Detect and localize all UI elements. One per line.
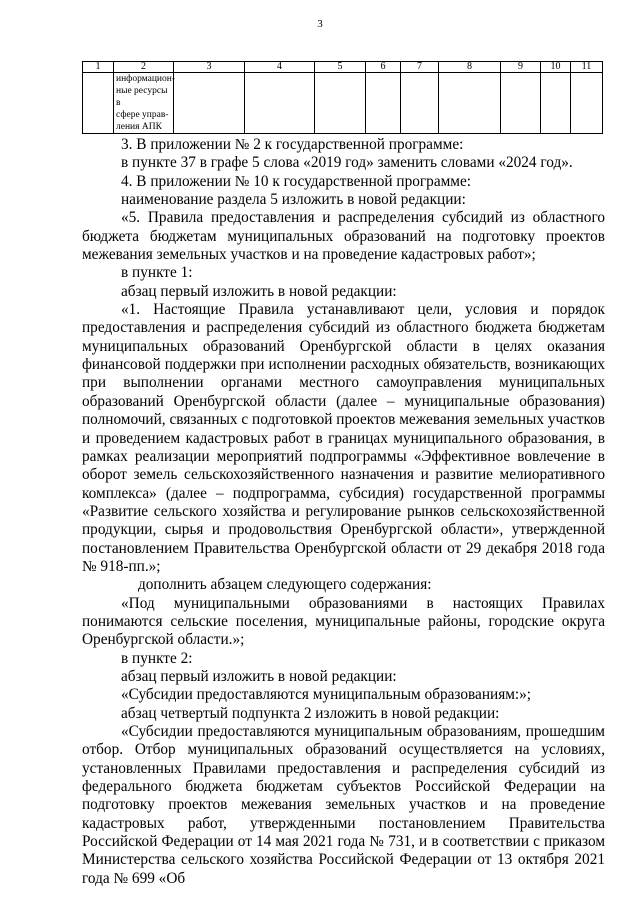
continuation-table bbox=[82, 61, 603, 134]
table-header-cell: 5 bbox=[315, 62, 366, 73]
table-cell bbox=[315, 73, 366, 134]
table-cell bbox=[439, 73, 501, 134]
table-header-cell: 3 bbox=[174, 62, 245, 73]
paragraph: «5. Правила предоставления и распределения субсидий из областного бюджета бюджетам муниципальных образований на подготовку проектов межевания земельных участков и на проведение кадастровых работ»; bbox=[82, 209, 605, 264]
table-header-cell: 7 bbox=[401, 62, 439, 73]
table-row bbox=[83, 73, 603, 134]
paragraph: «1. Настоящие Правила устанавливают цели, условия и порядок предоставления и распределения субсидий из областного бюджета бюджетам муниципальных образований Оренбургской области в целях оказания финансовой поддержки при исполнении расходных обязательств, возникающих при выполнении органами местного самоуправления муниципальных образований Оренбургской области (далее – муниципальные образования) полномочий, связанных с подготовкой проектов межевания земельных участков и проведением кадастровых работ в границах муниципального образования, в рамках реализации мероприятий подпрограммы «Эффективное вовлечение в оборот земель сельскохозяйственного назначения и развитие мелиоративного комплекса» (далее – подпрограмма, субсидия) государственной программы «Развитие сельского хозяйства и регулирование рынков сельскохозяйственной продукции, сырья и продовольствия Оренбургской области», утвержденной постановлением Правительства Оренбургской области от 29 декабря 2018 года № 918-пп.»; bbox=[82, 301, 605, 575]
paragraph: в пункте 37 в графе 5 слова «2019 год» заменить словами «2024 год». bbox=[121, 154, 573, 172]
paragraph: 3. В приложении № 2 к государственной программе: bbox=[121, 136, 464, 153]
document-body bbox=[82, 136, 605, 888]
paragraph: в пункте 2: bbox=[121, 649, 193, 667]
page-number: 3 bbox=[317, 18, 323, 30]
table-cell bbox=[174, 73, 245, 134]
paragraph: «Под муниципальными образованиями в настоящих Правилах понимаются сельские поселения, муниципальные районы, городские округа Оренбургской области.»; bbox=[82, 594, 605, 649]
table-header-cell: 2 bbox=[114, 62, 174, 73]
table-cell bbox=[366, 73, 401, 134]
paragraph: абзац первый изложить в новой редакции: bbox=[121, 667, 397, 685]
table-cell-resources: информацион- ные ресурсы в сфере управ- ления АПК bbox=[114, 73, 174, 134]
table-header-cell: 1 bbox=[83, 62, 114, 73]
paragraph: «Субсидии предоставляются муниципальным образованиям, прошедшим отбор. Отбор муниципальных образований осуществляется на условиях, установленных Правилами предоставления и распределения субсидий из федерального бюджета бюджетам субъектов Российской Федерации на подготовку проектов межевания земельных участков и на проведение кадастровых работ, утвержденными постановлением Правительства Российской Федерации от 14 мая 2021 года № 731, и в соответствии с приказом Министерства сельского хозяйства Российской Федерации от 13 октября 2021 года № 699 «Об bbox=[82, 723, 605, 887]
table-cell bbox=[501, 73, 541, 134]
table-cell bbox=[401, 73, 439, 134]
table-header-cell: 9 bbox=[501, 62, 541, 73]
paragraph: в пункте 1: bbox=[121, 264, 193, 282]
table-cell bbox=[541, 73, 571, 134]
paragraph: наименование раздела 5 изложить в новой редакции: bbox=[121, 191, 466, 209]
paragraph: 4. В приложении № 10 к государственной программе: bbox=[121, 172, 472, 190]
table-header-cell: 8 bbox=[439, 62, 501, 73]
table-header-cell: 4 bbox=[245, 62, 315, 73]
paragraph: дополнить абзацем следующего содержания: bbox=[138, 576, 432, 594]
paragraph: абзац первый изложить в новой редакции: bbox=[121, 282, 397, 300]
table-header-cell: 6 bbox=[366, 62, 401, 73]
table-cell bbox=[83, 73, 114, 134]
table-cell bbox=[571, 73, 603, 134]
table-cell bbox=[245, 73, 315, 134]
table-header-cell: 11 bbox=[571, 62, 603, 73]
paragraph: «Субсидии предоставляются муниципальным образованиям:»; bbox=[121, 686, 532, 704]
table-header-cell: 10 bbox=[541, 62, 571, 73]
table-header-row bbox=[83, 62, 603, 73]
paragraph: абзац четвертый подпункта 2 изложить в новой редакции: bbox=[121, 704, 500, 722]
